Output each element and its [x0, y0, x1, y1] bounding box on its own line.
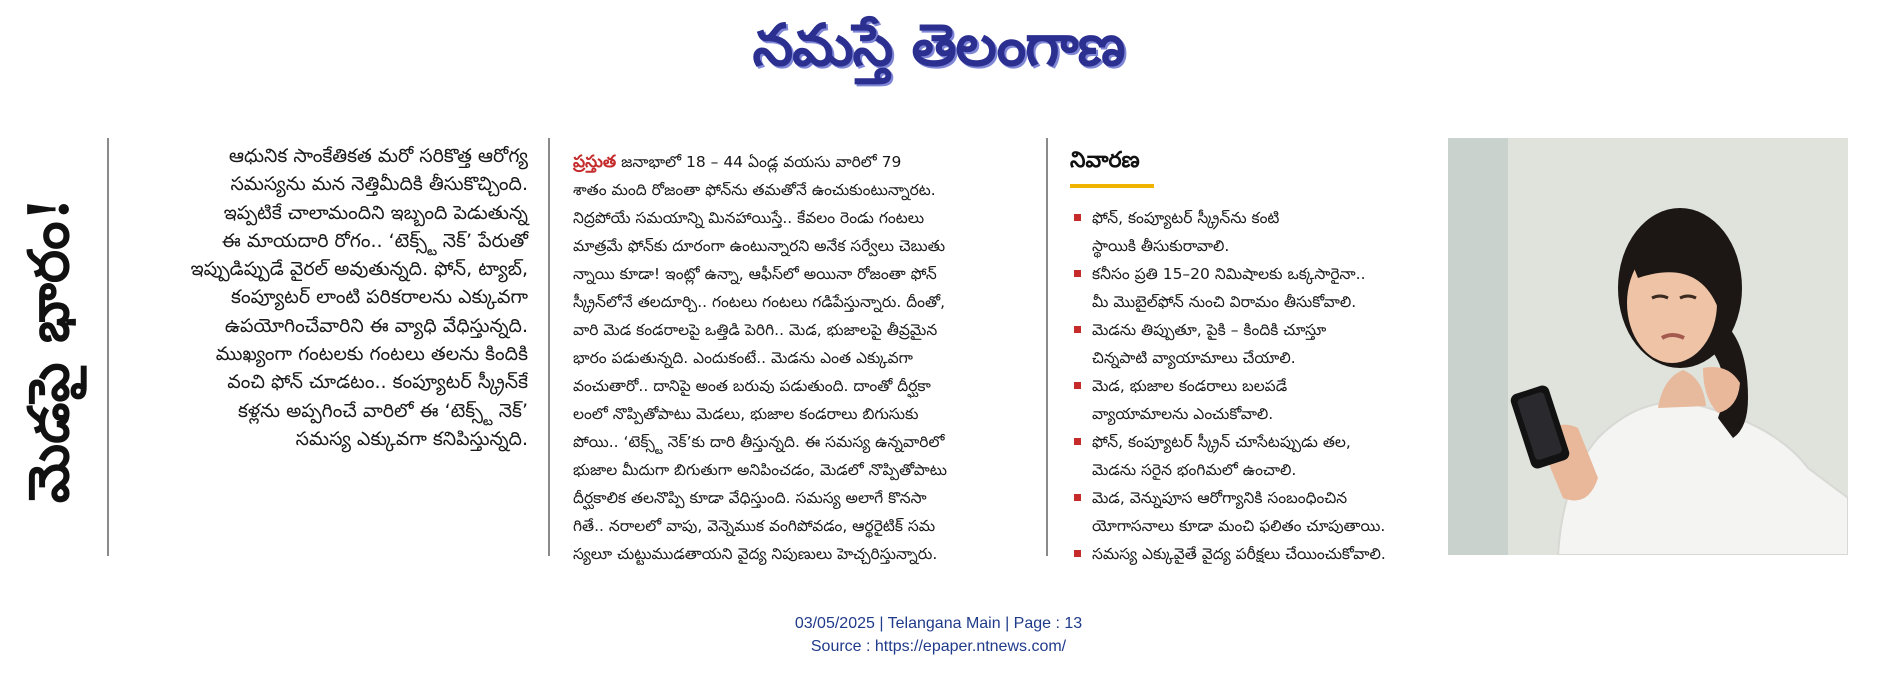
- intro-line: కంప్యూటర్ లాంటి పరికరాలను ఎక్కువగా: [231, 286, 528, 309]
- remedy-item: [1074, 316, 1454, 372]
- remedy-item: [1074, 204, 1454, 260]
- intro-line: ఉపయోగించేవారిని ఈ వ్యాధి వేధిస్తున్నది.: [224, 314, 528, 337]
- body-line: స్యలూ చుట్టుముడతాయని వైద్య నిపుణులు హెచ్చరిస్తున్నారు.: [573, 545, 938, 563]
- footer-source-link[interactable]: Source : https://epaper.ntnews.com/: [810, 638, 1067, 655]
- remedy-heading: నివారణ: [1070, 148, 1140, 173]
- body-line: స్క్రీన్‌లోనే తలదూర్చి.. గంటలు గంటలు గడిపేస్తున్నారు. దీంతో,: [573, 293, 946, 311]
- masthead: [0, 2, 1877, 88]
- remedy-line: మెడను తిప్పుతూ, పైకి – కిందికి చూస్తూ: [1092, 321, 1327, 339]
- remedy-item: [1074, 260, 1454, 316]
- intro-line: ఇప్పటికే చాలామందిని ఇబ్బంది పెడుతున్న: [223, 201, 528, 224]
- remedy-item: [1074, 372, 1454, 428]
- remedy-item: [1074, 484, 1454, 540]
- article-photo: [1448, 138, 1848, 555]
- body-line: వంచుతారో.. దానిపై అంత బరువు పడుతుంది. దాంతో దీర్ఘకా: [573, 377, 931, 395]
- bullet-square-icon: [1074, 214, 1081, 221]
- remedy-line: స్థాయికి తీసుకురావాలి.: [1092, 237, 1230, 255]
- column-divider: [107, 138, 109, 556]
- body-column: [573, 148, 1013, 568]
- intro-line: ఆధునిక సాంకేతికత మరో సరికొత్త ఆరోగ్య: [228, 145, 528, 167]
- bullet-square-icon: [1074, 438, 1081, 445]
- headline-vertical: [14, 140, 84, 560]
- remedy-line: మెడను సరైన భంగిమలో ఉంచాలి.: [1092, 461, 1297, 479]
- body-line: నిద్రపోయే సమయాన్ని మినహాయిస్తే.. కేవలం రెండు గంటలు: [573, 209, 925, 227]
- body-line: మాత్రమే ఫోన్‌కు దూరంగా ఉంటున్నారని అనేక సర్వేలు చెబుతు: [573, 237, 946, 255]
- column-divider: [1046, 138, 1048, 556]
- remedy-line: ఫోన్, కంప్యూటర్ స్క్రీన్‌ను కంటి: [1092, 209, 1280, 227]
- intro-line: ఈ మాయదారి రోగం.. ‘టెక్స్ట్ నెక్’ పేరుతో: [221, 229, 528, 252]
- remedy-line: వ్యాయామాలను ఎంచుకోవాలి.: [1092, 405, 1274, 423]
- remedy-line: మీ మొబైల్‌ఫోన్ నుంచి విరామం తీసుకోవాలి.: [1092, 293, 1357, 311]
- bullet-square-icon: [1074, 494, 1081, 501]
- intro-line: సమస్యను మన నెత్తిమీదికి తీసుకొచ్చింది.: [230, 173, 528, 196]
- body-line: లంలో నొప్పితోపాటు మెడలు, భుజాల కండరాలు బిగుసుకు: [573, 405, 919, 423]
- intro-line: ముఖ్యంగా గంటలకు గంటలు తలను కిందికి: [215, 343, 528, 366]
- bullet-square-icon: [1074, 326, 1081, 333]
- body-first-line-rest: జనాభాలో 18 – 44 ఏండ్ల వయసు వారిలో 79: [616, 153, 902, 171]
- body-line: శాతం మంది రోజంతా ఫోన్‌ను తమతోనే ఉంచుకుంటున్నారట.: [573, 181, 936, 199]
- intro-line: కళ్లను అప్పగించే వారిలో ఈ ‘టెక్స్ట్ నెక్’: [237, 399, 528, 422]
- heading-underline: [1070, 184, 1154, 188]
- bullet-square-icon: [1074, 382, 1081, 389]
- body-line: న్నాయి కూడా! ఇంట్లో ఉన్నా, ఆఫీస్‌లో అయినా రోజంతా ఫోన్: [573, 265, 937, 283]
- intro-paragraph: [118, 142, 528, 453]
- body-line: గితే.. నరాలలో వాపు, వెన్నెముక వంగిపోవడం, ఆర్థరైటిక్ సమ: [573, 517, 936, 535]
- remedy-item: [1074, 428, 1454, 484]
- bullet-square-icon: [1074, 550, 1081, 557]
- remedy-line: మెడ, భుజాల కండరాలు బలపడే: [1092, 377, 1288, 395]
- body-line: పోయి.. ‘టెక్స్ట్ నెక్’కు దారి తీస్తున్నది. ఈ సమస్య ఉన్నవారిలో: [573, 433, 945, 451]
- intro-line: వంచి ఫోన్ చూడటం.. కంప్యూటర్ స్క్రీన్‌కే: [227, 371, 528, 394]
- remedy-line: మెడ, వెన్నుపూస ఆరోగ్యానికి సంబంధించిన: [1092, 489, 1348, 507]
- remedy-line: యోగాసనాలు కూడా మంచి ఫలితం చూపుతాయి.: [1092, 517, 1386, 535]
- body-line: భుజాల మీదుగా బిగుతుగా అనిపించడం, మెడలో నొప్పితోపాటు: [573, 461, 948, 479]
- page-footer: [0, 612, 1877, 658]
- woman-neck-pain-illustration: [1448, 138, 1848, 555]
- lead-word: ప్రస్తుత: [573, 152, 617, 172]
- remedy-line: ఫోన్, కంప్యూటర్ స్క్రీన్ చూసేటప్పుడు తల,: [1092, 433, 1351, 451]
- bullet-square-icon: [1074, 270, 1081, 277]
- headline-text: మెడపై భారం!: [16, 196, 82, 504]
- remedy-line: సమస్య ఎక్కువైతే వైద్య పరీక్షలు చేయించుకోవాలి.: [1092, 545, 1386, 563]
- body-line: భారం పడుతున్నది. ఎందుకంటే.. మెడను ఎంత ఎక్కువగా: [573, 349, 913, 367]
- body-line: వారి మెడ కండరాలపై ఒత్తిడి పెరిగి.. మెడ, భుజాలపై తీవ్రమైన: [573, 321, 938, 339]
- remedy-line: చిన్నపాటి వ్యాయామాలు చేయాలి.: [1092, 349, 1296, 367]
- remedy-list: [1074, 204, 1454, 568]
- intro-line: సమస్య ఎక్కువగా కనిపిస్తున్నది.: [295, 427, 528, 450]
- column-divider: [548, 138, 550, 556]
- body-line: [573, 148, 1013, 176]
- remedy-line: కనీసం ప్రతి 15–20 నిమిషాలకు ఒక్కసారైనా..: [1092, 265, 1366, 283]
- masthead-title: నమస్తే తెలంగాణ: [752, 11, 1125, 79]
- body-line: దీర్ఘకాలిక తలనొప్పి కూడా వేధిస్తుంది. సమస్య అలాగే కొనసా: [573, 489, 927, 507]
- footer-date-edition: 03/05/2025 | Telangana Main | Page : 13: [794, 615, 1083, 632]
- remedy-item: [1074, 540, 1454, 568]
- intro-line: ఇప్పుడిప్పుడే వైరల్ అవుతున్నది. ఫోన్, ట్యాబ్,: [190, 258, 528, 281]
